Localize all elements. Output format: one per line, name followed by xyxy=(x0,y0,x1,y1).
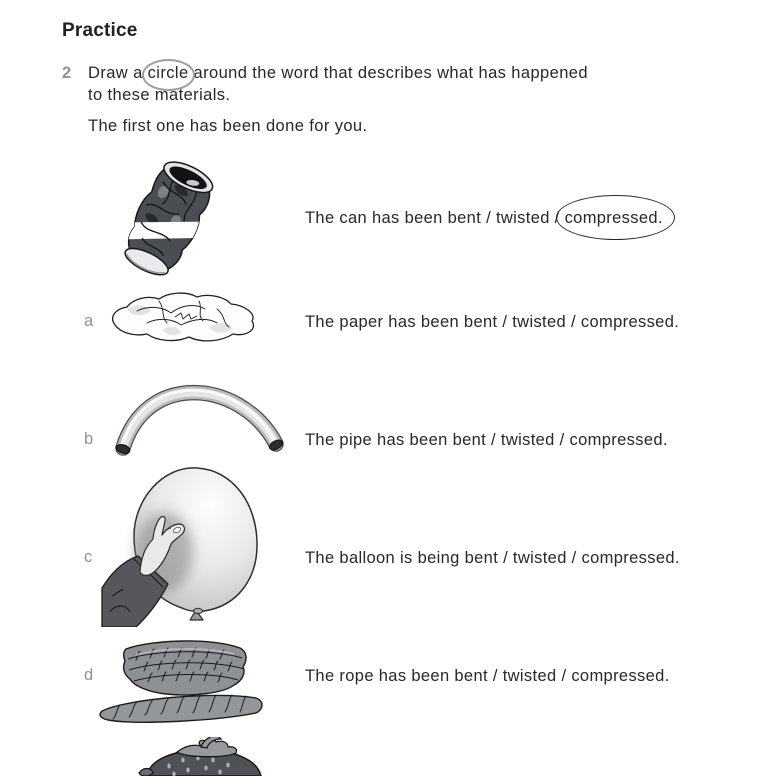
item-label-d: d xyxy=(84,666,94,684)
example-answer-text: compressed. xyxy=(564,209,663,227)
crushed-can-image xyxy=(110,146,228,286)
question-text-line1 xyxy=(88,63,588,84)
circled-word-text: circle xyxy=(147,64,189,82)
example-sentence-prefix: The can has been bent / twisted / xyxy=(305,209,560,227)
item-sentence-a: The paper has been bent / twisted / compressed. xyxy=(305,313,680,331)
bent-pipe-image xyxy=(110,384,290,464)
question-text-before: Draw a xyxy=(88,64,143,82)
question-number: 2 xyxy=(62,64,72,82)
question-text-after: around the word that describes what has happened xyxy=(193,64,588,82)
question-text-line2: to these materials. xyxy=(88,86,231,104)
item-label-b: b xyxy=(84,430,94,448)
example-sentence xyxy=(305,208,663,228)
item-sentence-c: The balloon is being bent / twisted / compressed. xyxy=(305,549,680,567)
crumpled-paper-image xyxy=(107,288,263,348)
instruction-text: The first one has been done for you. xyxy=(88,117,368,135)
page-title: Practice xyxy=(62,20,138,41)
circled-word-circle xyxy=(148,63,189,84)
item-label-a: a xyxy=(84,312,94,330)
item-sentence-b: The pipe has been bent / twisted / compressed. xyxy=(305,431,668,449)
squeezed-balloon-image xyxy=(100,460,265,627)
example-circled-answer xyxy=(565,208,663,228)
item-sentence-d: The rope has been bent / twisted / compressed. xyxy=(305,667,670,685)
coiled-rope-image xyxy=(96,635,272,725)
item-label-c: c xyxy=(84,548,93,566)
strawberry-image-partial xyxy=(127,737,281,776)
